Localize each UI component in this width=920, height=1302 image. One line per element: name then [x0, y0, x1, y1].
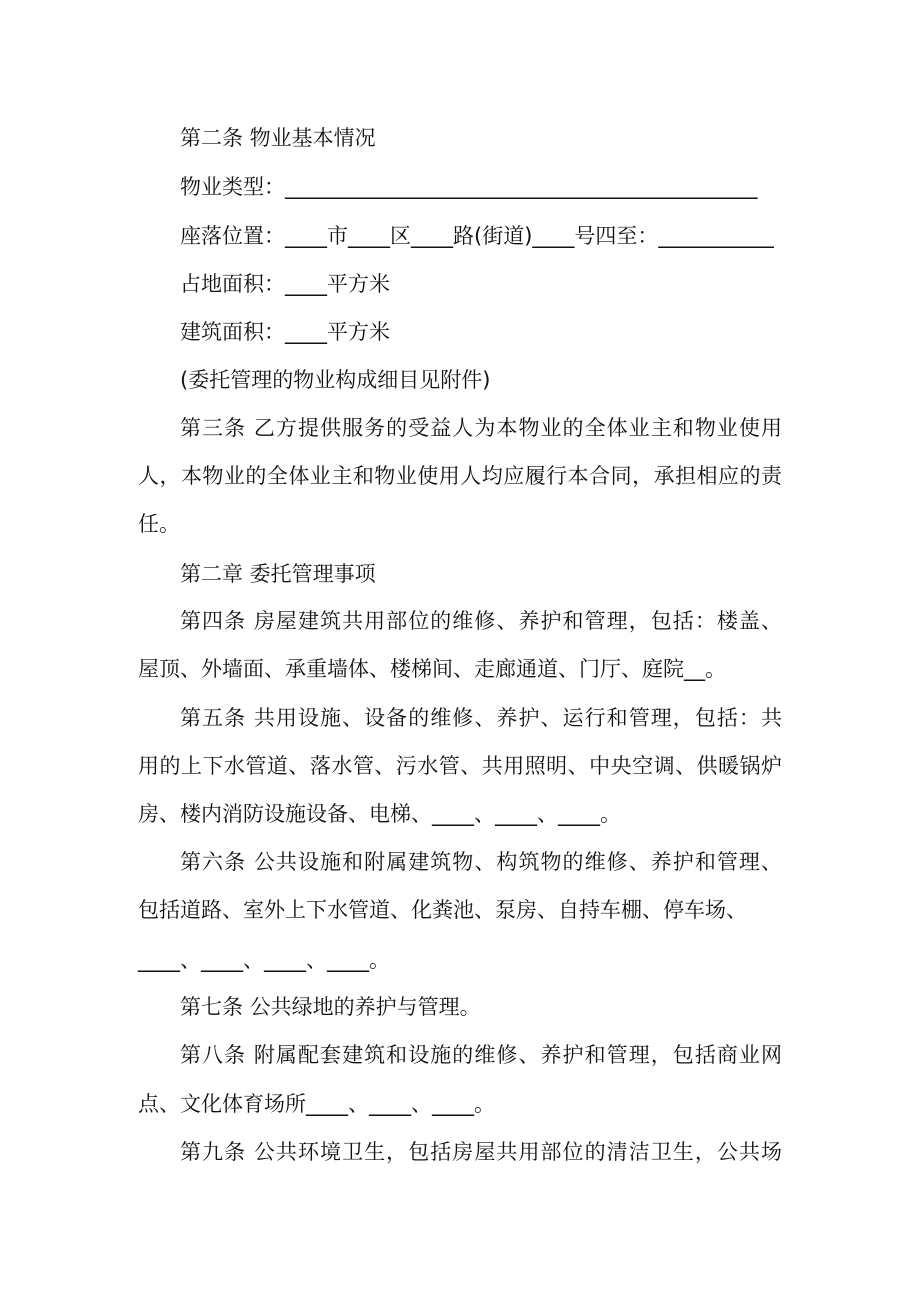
- text-line: 人，本物业的全体业主和物业使用人均应履行本合同，承担相应的责: [138, 464, 782, 488]
- article-8-line-2: [0, 1090, 920, 1118]
- building-area-field: [0, 318, 920, 346]
- text-line: 占地面积：____平方米: [180, 272, 390, 296]
- article-6-line-3: [0, 946, 920, 974]
- text-line: 座落位置：____市____区____路(街道)____号四至：___________: [180, 224, 774, 248]
- article-5-line-3: [0, 800, 920, 828]
- article-4-line-2: [0, 655, 920, 683]
- article-6-line-1: [138, 848, 782, 876]
- article-6-line-2: [0, 896, 920, 924]
- article-9-line-1: [138, 1138, 782, 1166]
- text-line: 包括道路、室外上下水管道、化粪池、泵房、自持车棚、停车场、: [138, 898, 747, 922]
- chapter-2-heading: [0, 560, 920, 588]
- text-line: 第五条 共用设施、设备的维修、养护、运行和管理，包括：共: [180, 706, 782, 730]
- text-line: 第二条 物业基本情况: [180, 126, 376, 150]
- article-3-line-2: [138, 462, 782, 490]
- text-line: 点、文化体育场所____、____、____。: [138, 1092, 495, 1116]
- location-field: [0, 222, 920, 250]
- article-3-line-1: [138, 414, 782, 442]
- land-area-field: [0, 270, 920, 298]
- text-line: (委托管理的物业构成细目见附件): [180, 368, 491, 392]
- text-line: 房、楼内消防设施设备、电梯、____、____、____。: [138, 802, 621, 826]
- text-line: 第三条 乙方提供服务的受益人为本物业的全体业主和物业使用: [180, 416, 782, 440]
- article-5-line-1: [138, 704, 782, 732]
- article-8-line-1: [138, 1041, 782, 1069]
- text-line: 第七条 公共绿地的养护与管理。: [180, 995, 481, 1019]
- text-line: 第二章 委托管理事项: [180, 562, 376, 586]
- text-line: 第四条 房屋建筑共用部位的维修、养护和管理，包括：楼盖、: [180, 609, 782, 633]
- text-line: 任。: [138, 512, 180, 536]
- text-line: 物业类型：_____________________________________________: [180, 175, 758, 199]
- property-type-field: [0, 173, 920, 201]
- article-7: [0, 993, 920, 1021]
- text-line: 建筑面积：____平方米: [180, 320, 390, 344]
- article-5-line-2: [138, 752, 782, 780]
- text-line: 屋顶、外墙面、承重墙体、楼梯间、走廊通道、门厅、庭院__。: [138, 657, 726, 681]
- text-line: 第六条 公共设施和附属建筑物、构筑物的维修、养护和管理、: [180, 850, 782, 874]
- article-4-line-1: [138, 607, 782, 635]
- text-line: 用的上下水管道、落水管、污水管、共用照明、中央空调、供暖锅炉: [138, 754, 782, 778]
- text-line: 第九条 公共环境卫生，包括房屋共用部位的清洁卫生，公共场: [180, 1140, 782, 1164]
- appendix-note: [0, 366, 920, 394]
- text-line: 第八条 附属配套建筑和设施的维修、养护和管理，包括商业网: [180, 1043, 782, 1067]
- article-2-heading: [0, 124, 920, 152]
- article-3-line-3: [0, 510, 920, 538]
- text-line: ____、____、____、____。: [138, 948, 390, 972]
